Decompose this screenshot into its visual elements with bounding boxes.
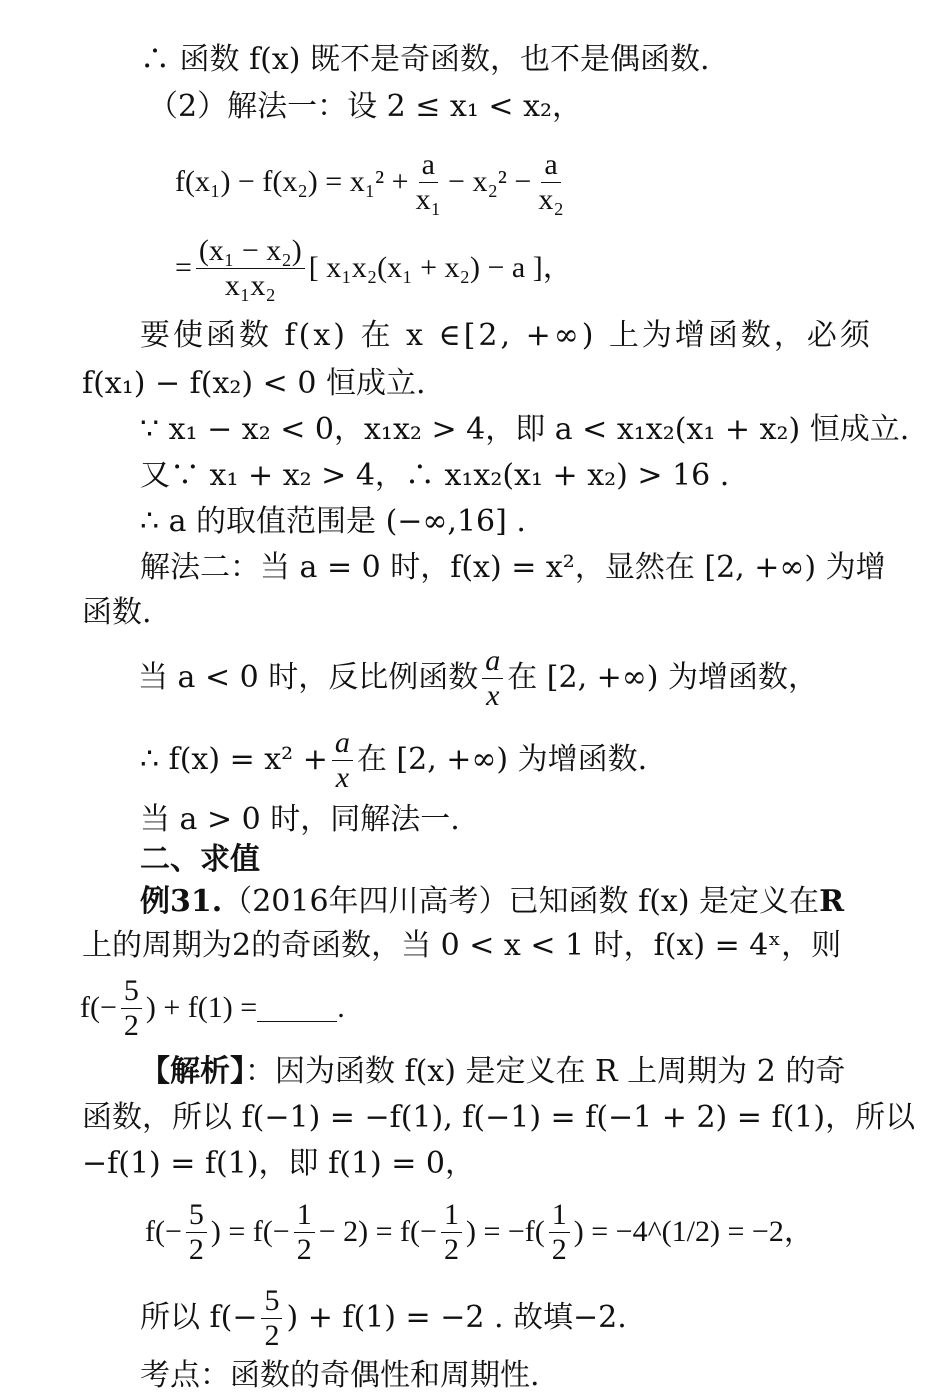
line-therefore-increasing: ∴ f(x) = x² + $\frac{a}{x}$ 在 [2, +∞) 为增函数. xyxy=(140,725,648,794)
line-function-word: 函数. xyxy=(82,595,152,630)
line-requirement: 要使函数 f(x) 在 x ∈[2, +∞) 上为增函数，必须 xyxy=(140,318,873,353)
line-a-negative: 当 a < 0 时，反比例函数 $\frac{a}{x}$ 在 [2, +∞) 为增函数， xyxy=(138,643,819,712)
line-a-positive: 当 a > 0 时，同解法一. xyxy=(140,802,460,837)
section-heading: 二、求值 xyxy=(140,842,260,877)
line-always-holds: f(x₁) − f(x₂) < 0 恒成立. xyxy=(82,366,426,401)
line-solution-2-start: 解法二：当 a = 0 时，f(x) = x²，显然在 [2, +∞) 为增 xyxy=(140,550,886,585)
line-conclusion-1: ∴ 函数 f(x) 既不是奇函数，也不是偶函数. xyxy=(140,42,710,77)
example-31-body: 上的周期为2的奇函数，当 0 < x < 1 时，f(x) = 4ˣ，则 xyxy=(82,928,842,963)
line-also-because: 又∵ x₁ + x₂ > 4，∴ x₁x₂(x₁ + x₂) > 16 . xyxy=(140,458,730,493)
fraction-5-over-2-c: $\frac{5}{2}$ xyxy=(261,1284,282,1353)
fraction-5-over-2: $\frac{5}{2}$ xyxy=(121,974,142,1043)
analysis-computation: f(− $\frac{5}{2}$ ) = f(− $\frac{1}{2}$ − 2) = f(− $\frac{1}{2}$ ) = −f( $\frac{1}{2}$ ) = −4^(1/2) = −2， xyxy=(145,1197,814,1266)
example-31-question: f(− $\frac{5}{2}$ ) + f(1) = . xyxy=(80,973,345,1042)
fraction-a-over-x-2: $\frac{a}{x}$ xyxy=(332,726,353,795)
equation-factored: = $\frac{\text{(x₁ − x₂)}}{\text{x₁x₂}}$ [ x₁x₂(x₁ + x₂) − a ]， xyxy=(175,233,573,302)
analysis-line-2: 函数，所以 f(−1) = −f(1), f(−1) = f(−1 + 2) = f(1)，所以 xyxy=(82,1100,916,1135)
fraction-a-over-x: $\frac{a}{x}$ xyxy=(482,644,503,713)
fraction-factored: $\frac{\text{(x₁ − x₂)}}{\text{x₁x₂}}$ xyxy=(196,234,305,303)
line-range-of-a: ∴ a 的取值范围是 (−∞,16] . xyxy=(140,504,526,539)
line-solution-1-start: （2）解法一：设 2 ≤ x₁ < x₂， xyxy=(148,89,583,124)
equation-difference: f(x₁) − f(x₂) = x₁² + $\frac{a}{\text{x₁}}$ − x₂² − $\frac{a}{\text{x₂}}$ xyxy=(175,142,571,222)
fraction-1-over-2-b: $\frac{1}{2}$ xyxy=(441,1198,462,1267)
answer-blank xyxy=(257,995,337,1022)
fraction-a-over-x1: $\frac{a}{\text{x₁}}$ xyxy=(415,147,442,216)
analysis-start: 【解析】：因为函数 f(x) 是定义在 R 上周期为 2 的奇 xyxy=(140,1054,846,1089)
analysis-conclusion: 所以 f(− $\frac{5}{2}$ ) + f(1) = −2 . 故填−2. xyxy=(140,1283,627,1352)
fraction-1-over-2-a: $\frac{1}{2}$ xyxy=(294,1198,315,1267)
fraction-1-over-2-c: $\frac{1}{2}$ xyxy=(549,1198,570,1267)
fraction-a-over-x2: $\frac{a}{\text{x₂}}$ xyxy=(538,147,564,216)
example-31-header: 例31.（2016年四川高考）已知函数 f(x) 是定义在R xyxy=(140,884,844,919)
fraction-5-over-2-b: $\frac{5}{2}$ xyxy=(186,1198,207,1267)
knowledge-point: 考点：函数的奇偶性和周期性. xyxy=(140,1358,540,1393)
analysis-line-3: −f(1) = f(1)，即 f(1) = 0， xyxy=(82,1146,475,1181)
line-because: ∵ x₁ − x₂ < 0，x₁x₂ > 4，即 a < x₁x₂(x₁ + x₂) 恒成立. xyxy=(140,412,910,447)
